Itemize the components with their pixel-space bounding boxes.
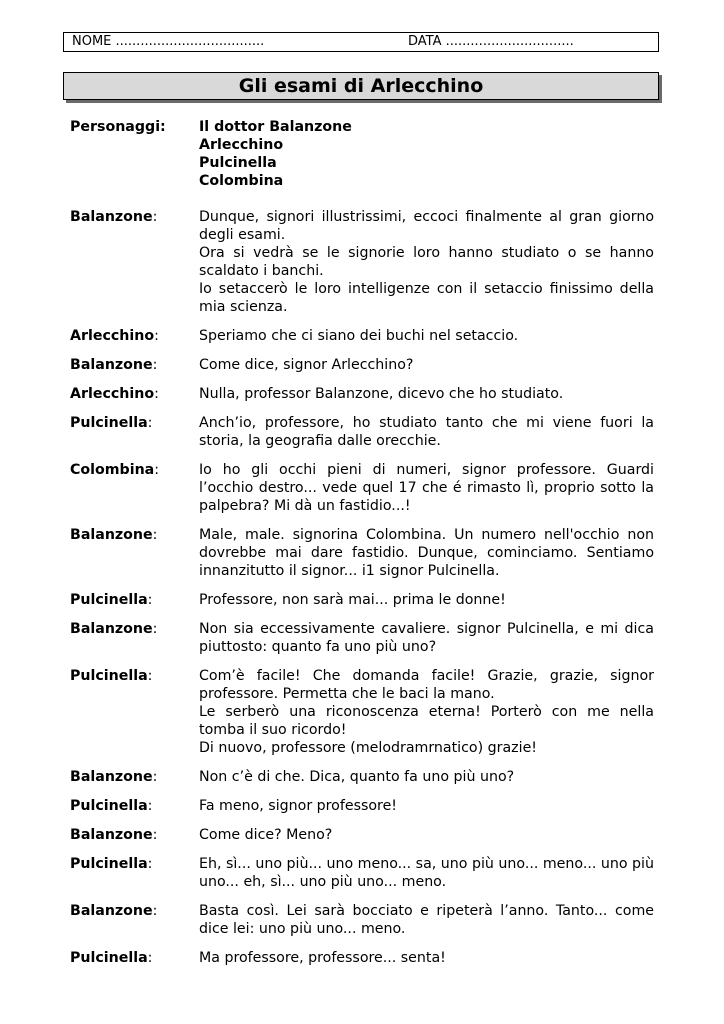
dialogue-text [199,797,654,815]
cast-list [70,118,654,190]
dialogue-line: Anch’io, professore, ho studiato tanto che mi viene fuori la storia, la geografia dalle orecchie. [199,415,654,449]
dialogue-line: Ora si vedrà se le signorie loro hanno studiato o se hanno scaldato i banchi. [199,245,654,279]
speaker-colon: : [147,415,153,431]
dialogue-text [199,620,654,656]
dialogue-line: Le serberò una riconoscenza eterna! Porterò con me nella tomba il suo ricordo! [199,704,654,738]
dialogue-line: Ma professore, professore... senta! [199,950,446,966]
speaker-name: Pulcinella [70,415,148,431]
speaker-colon: : [154,328,159,344]
dialogue-row [70,620,654,656]
dialogue-row [70,385,654,403]
dialogue-line: Male, male. signorina Colombina. Un numero nell'occhio non dovrebbe mai dare fastidio. Dunque, cominciamo. Sentiamo innanzitutto il signor... i1 signor Pulcinella. [199,527,654,579]
dialogue-line: Come dice, signor Arlecchino? [199,357,414,373]
dialogue-text [199,356,654,374]
speaker-name: Pulcinella [70,856,148,872]
dialogue-row [70,949,654,967]
dialogue-text [199,667,654,757]
dialogue-line: Come dice? Meno? [199,827,333,843]
speaker-colon: : [152,527,158,543]
speaker-colon: : [152,769,158,785]
dialogue-text [199,768,654,786]
dialogue-line: Eh, sì... uno più... uno meno... sa, uno più uno... meno... uno più uno... eh, sì... uno più uno... meno. [199,856,654,890]
dialogue-line: Di nuovo, professore (melodramrnatico) grazie! [199,740,537,756]
speaker-cell [70,356,199,374]
speaker-name: Pulcinella [70,798,148,814]
dialogue-line: Com’è facile! Che domanda facile! Grazie, grazie, signor professore. Permetta che le baci la mano. [199,668,654,702]
speaker-name: Balanzone [70,209,153,225]
speaker-cell [70,461,199,515]
speaker-name: Arlecchino [70,386,155,402]
speaker-cell [70,902,199,938]
speaker-cell [70,327,199,345]
dialogue-row [70,855,654,891]
speaker-cell [70,414,199,450]
cast-names [199,118,654,190]
speaker-cell [70,797,199,815]
title-banner [63,72,661,102]
cast-item: Il dottor Balanzone [199,119,352,135]
dialogue-text [199,949,654,967]
dialogue-row [70,356,654,374]
speaker-name: Arlecchino [70,328,155,344]
speaker-cell [70,949,199,967]
speaker-colon: : [147,798,153,814]
speaker-colon: : [147,668,153,684]
dialogue-line: Non sia eccessivamente cavaliere. signor Pulcinella, e mi dica piuttosto: quanto fa uno più uno? [199,621,654,655]
speaker-name: Balanzone [70,903,153,919]
dialogue-row [70,768,654,786]
dialogue-text [199,902,654,938]
dialogue-list [70,208,654,967]
dialogue-line: Nulla, professor Balanzone, dicevo che ho studiato. [199,386,564,402]
speaker-colon: : [152,903,158,919]
dialogue-row [70,327,654,345]
dialogue-row [70,208,654,316]
script-body [70,118,654,978]
dialogue-line: Fa meno, signor professore! [199,798,397,814]
speaker-colon: : [152,209,158,225]
dialogue-row [70,667,654,757]
dialogue-text [199,385,654,403]
cast-item: Arlecchino [199,137,284,153]
name-date-box [63,32,659,52]
page-title: Gli esami di Arlecchino [63,72,659,100]
dialogue-line: Non c’è di che. Dica, quanto fa uno più uno? [199,769,515,785]
dialogue-text [199,208,654,316]
dialogue-line: Speriamo che ci siano dei buchi nel setaccio. [199,328,519,344]
speaker-name: Balanzone [70,769,153,785]
dialogue-text [199,591,654,609]
date-field-label: DATA ............................... [408,34,574,49]
speaker-cell [70,667,199,757]
dialogue-row [70,526,654,580]
speaker-cell [70,826,199,844]
dialogue-text [199,327,654,345]
dialogue-line: Basta così. Lei sarà bocciato e ripeterà l’anno. Tanto... come dice lei: uno più uno... meno. [199,903,654,937]
dialogue-row [70,902,654,938]
speaker-name: Balanzone [70,357,153,373]
dialogue-text [199,461,654,515]
speaker-cell [70,526,199,580]
dialogue-text [199,526,654,580]
dialogue-line: Professore, non sarà mai... prima le donne! [199,592,506,608]
speaker-name: Pulcinella [70,592,148,608]
speaker-colon: : [152,357,158,373]
speaker-colon: : [154,386,159,402]
speaker-cell [70,620,199,656]
dialogue-row [70,826,654,844]
cast-item: Colombina [199,173,284,189]
speaker-name: Balanzone [70,621,153,637]
speaker-colon: : [154,462,160,478]
dialogue-row [70,591,654,609]
dialogue-row [70,414,654,450]
dialogue-line: Io setaccerò le loro intelligenze con il setaccio finissimo della mia scienza. [199,281,654,315]
speaker-name: Balanzone [70,827,153,843]
speaker-cell [70,855,199,891]
speaker-colon: : [152,827,158,843]
speaker-colon: : [147,856,153,872]
dialogue-line: Dunque, signori illustrissimi, eccoci finalmente al gran giorno degli esami. [199,209,654,243]
speaker-name: Balanzone [70,527,153,543]
dialogue-line: Io ho gli occhi pieni di numeri, signor professore. Guardi l’occhio destro... vede quel 17 che é rimasto lì, proprio sotto la palpebra? Mi dà un fastidio...! [199,462,654,514]
speaker-cell [70,591,199,609]
dialogue-row [70,797,654,815]
speaker-name: Pulcinella [70,668,148,684]
speaker-cell [70,768,199,786]
speaker-colon: : [152,621,158,637]
speaker-cell [70,385,199,403]
dialogue-text [199,414,654,450]
dialogue-text [199,855,654,891]
speaker-colon: : [147,592,153,608]
speaker-cell [70,208,199,316]
speaker-colon: : [147,950,153,966]
dialogue-row [70,461,654,515]
cast-item: Pulcinella [199,155,277,171]
dialogue-text [199,826,654,844]
name-field-label: NOME .................................... [72,34,265,49]
speaker-name: Colombina [70,462,155,478]
speaker-name: Pulcinella [70,950,148,966]
cast-label: Personaggi: [70,119,166,135]
